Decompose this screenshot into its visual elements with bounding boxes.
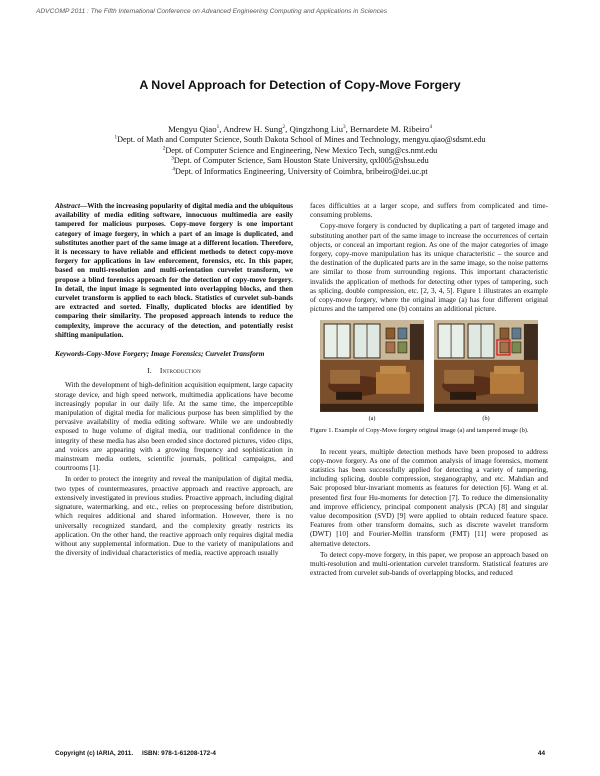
- affiliation-sup: 2: [162, 144, 166, 151]
- author-name: Andrew H. Sung: [223, 124, 283, 134]
- figure-label-b: (b): [482, 415, 490, 423]
- page-number: 44: [537, 750, 545, 757]
- author-name: Mengyu Qiao: [167, 124, 217, 134]
- figure-label-a: (a): [368, 415, 376, 423]
- affiliation-sup: 4: [172, 166, 175, 173]
- keywords: Keywords-Copy-Move Forgery; Image Forensics; Curvelet Transform: [55, 350, 265, 359]
- affiliation-text: Dept. of Informatics Engineering, University of Coimbra, bribeiro@dei.uc.pt: [174, 166, 428, 176]
- affiliation: [40, 135, 560, 146]
- abstract-lead: Abstract: [55, 202, 80, 210]
- figure-panel-a: [320, 320, 424, 423]
- author-name: Bernardete M. Ribeiro: [350, 124, 430, 134]
- body-paragraph: In recent years, multiple detection methods have been proposed to address copy-move forgery. As one of the common analysis of image forensics, moment statistics has been successfully applied for detecting a variety of tampering, including splicing, double compression, steganography, and etc. Mahdian and Saic proposed blur-invariant moments as features for detection [6]. Wang et al. presented first four Hu-moments for detection [7]. To reduce the dimensionality and improve efficiency, principal component analysis (PCA) [8] and singular value decomposition (SVD) [9] were applied to obtain reduced feature space. Features from other transform domains, such as discrete wavelet transform (DWT) [10] and Fourier-Mellin transform (FMT) [11] were proposed as alternative detectors.: [310, 447, 548, 548]
- abstract-text: —With the increasing popularity of digital media and the ubiquitous availability of media editing software, innocuous multimedia are easily tampered for malicious purposes. Copy-move forgery is one important category of image forgery, in which a part of an image is duplicated, and substitutes another part of the same image at a different location. Therefore, it is necessary to have reliable and efficient methods to detect copy-move forgery for applications in law enforcement, forensics, etc. In this paper, based on multi-resolution and multi-orientation curvelet transform, we propose a blind forensics approach for the detection of copy-move forgery. In detail, the input image is segmented into overlapping blocks, and then curvelet transform is applied to each block. Statistics of curvelet sub-bands are extracted and sorted. Finally, duplicated blocks are identified by comparing their similarity. The proposed approach intends to reduce the complexity, improve the accuracy of the detection, and potentially resist shifting manipulation.: [55, 202, 293, 339]
- room-photo-original: [320, 320, 424, 412]
- section-heading: [55, 366, 293, 375]
- figure-caption: Figure 1. Example of Copy-Move forgery original image (a) and tampered image (b).: [310, 427, 529, 435]
- body-paragraph: In order to protect the integrity and reveal the manipulation of digital media, two types of countermeasures, proactive approach and reactive approach, are extensively investigated in previous studies. Proactive approach, including digital signature, watermarking, and etc., relies on preprocessing before distribution, which requires additional and shared information. However, there is no universally recognized standard, and the complexity greatly restricts its application. On the other hand, the reactive approach only requires digital media without any supplemental information. Due to the variety of manipulations and the diversity of individual characteristics of media, reactive approach usually: [55, 475, 293, 558]
- room-photo-tampered: [434, 320, 538, 412]
- affiliation-text: Dept. of Computer Science and Engineering, New Mexico Tech, sung@cs.nmt.edu: [165, 145, 438, 155]
- abstract: [55, 202, 293, 340]
- page-footer: [55, 750, 545, 757]
- affiliation-sup: 1: [114, 134, 118, 141]
- author-name: Qingzhong Liu: [289, 124, 344, 134]
- body-paragraph: Copy-move forgery is conducted by duplicating a part of targeted image and substituting another part of the same image to increase the occurrences of certain objects, or conceal an important region. As one of the major categories of image forgery, copy-move manipulation has its unique characteristic – the source and the destination of the duplicated parts are in the same image, so the noise patterns are similar to those from surrounding regions. This important characteristic invalids the application of methods for detecting other types of tampering, such as splicing, double compression, etc. [2, 3, 4, 5]. Figure 1 illustrates an example of copy-move forgery, where the original image (a) has four different original pictures and the tampered one (b) contains an additional picture.: [310, 222, 548, 314]
- left-column: [55, 202, 293, 560]
- paper-title: A Novel Approach for Detection of Copy-Move Forgery: [139, 78, 461, 92]
- author-sup: 1: [216, 124, 220, 131]
- author-sup: 3: [343, 124, 346, 131]
- author-names: Mengyu Qiao$^1$, Andrew H. Sung$^2$, Qingzhong Liu$^3$, Bernardete M. Ribeiro$^4$: [167, 124, 433, 134]
- body-paragraph: faces difficulties at a larger scope, and suffers from complicated and time-consuming problems.: [310, 202, 548, 220]
- section-title: Introduction: [159, 366, 201, 376]
- affiliation: [40, 167, 560, 178]
- section-number: I.: [147, 366, 152, 376]
- author-sup: 4: [429, 124, 433, 131]
- affiliation-sup: 3: [171, 155, 174, 162]
- affiliation: [40, 146, 560, 157]
- right-column: [310, 202, 548, 580]
- body-paragraph: With the development of high-definition acquisition equipment, large capacity storage device, and high speed network, multimedia applications have become increasingly popular in our daily life. At the same time, the imperceptible manipulation of digital media for malicious purpose has been simplified by the pervasive availability of media editing software. While we are undoubtedly exposed to huge volume of digital media, our traditional confidence in the integrity of these media has also been eroded since doctored pictures, video clips, and voices are appearing with a growing frequency and sophistication in mainstream media outlets, scientific journals, political campaigns, and courtrooms [1].: [55, 381, 293, 473]
- affiliation-text: Dept. of Computer Science, Sam Houston State University, qxl005@shsu.edu: [173, 156, 429, 166]
- authors-block: [40, 123, 560, 177]
- figure-panel-b: [434, 320, 538, 423]
- affiliation-text: Dept. of Math and Computer Science, South Dakota School of Mines and Technology, mengyu.qiao@sdsmt.edu: [117, 135, 486, 144]
- conference-header: ADVCOMP 2011 : The Fifth International Conference on Advanced Engineering Computing and Applications in Sciences: [36, 8, 388, 15]
- body-paragraph: To detect copy-move forgery, in this paper, we propose an approach based on multi-resolution and multi-orientation curvelet transform. Statistical features are extracted from curvelet sub-bands of overlapping blocks, and reduced: [310, 550, 548, 578]
- figure-1: [320, 320, 538, 423]
- author-sup: 2: [282, 124, 286, 131]
- copyright-line: Copyright (c) IARIA, 2011. ISBN: 978-1-61208-172-4: [55, 750, 216, 757]
- affiliation: [40, 156, 560, 167]
